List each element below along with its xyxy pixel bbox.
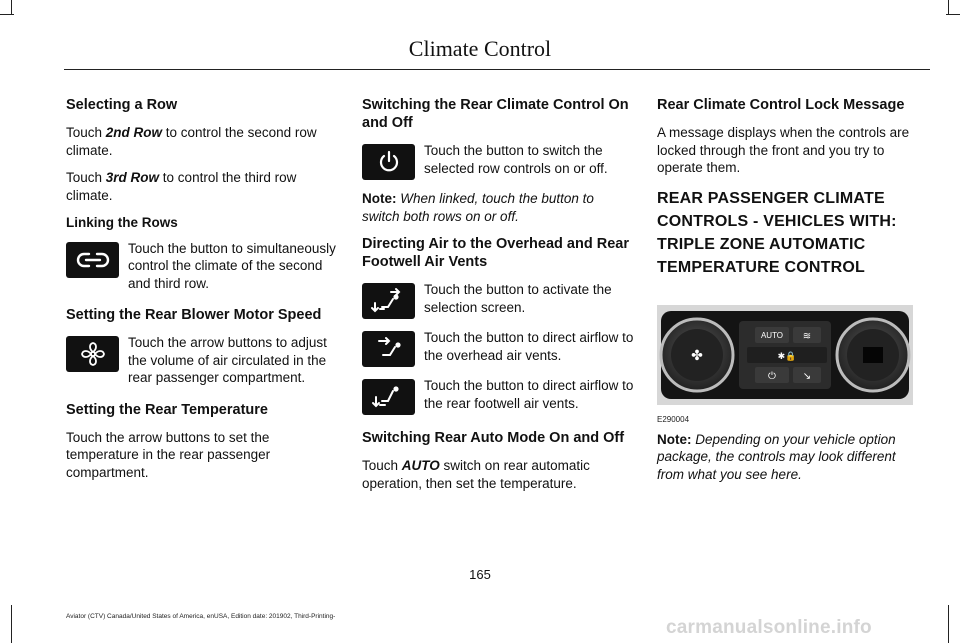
svg-text:✤: ✤ — [691, 347, 703, 364]
crop-mark — [11, 605, 12, 643]
heading-rear-temperature: Setting the Rear Temperature — [66, 401, 268, 418]
crop-mark — [0, 14, 14, 15]
heading-direct-air: Directing Air to the Overhead and Rear Footwell Air Vents — [362, 236, 629, 270]
link-instruction: Touch the button to simultaneously control the climate of the second and third row. — [66, 240, 338, 293]
footwell-instruction: Touch the button to direct airflow to the rear footwell air vents. — [362, 377, 634, 415]
section-heading-triple-zone: REAR PASSENGER CLIMATE CONTROLS - VEHICLES WITH: TRIPLE ZONE AUTOMATIC TEMPERATURE CONTROL — [657, 189, 897, 276]
selection-instruction: Touch the button to activate the selection screen. — [362, 281, 634, 319]
page-number: 165 — [469, 567, 491, 582]
heading-rear-auto: Switching Rear Auto Mode On and Off — [362, 430, 625, 446]
svg-text:≋: ≋ — [802, 330, 812, 342]
paragraph-third-row: Touch 3rd Row to control the third row climate. — [66, 170, 297, 203]
heading-selecting-row: Selecting a Row — [66, 97, 178, 113]
footer-edition-text: Aviator (CTV) Canada/United States of America, enUSA, Edition date: 201902, Third-Printing- — [66, 613, 336, 620]
paragraph-rear-auto: Touch AUTO switch on rear automatic operation, then set the temperature. — [362, 458, 590, 491]
svg-text:✱🔒: ✱🔒 — [777, 351, 797, 362]
link-icon — [66, 242, 119, 278]
header-divider — [64, 69, 930, 70]
power-instruction: Touch the button to switch the selected row controls on or off. — [362, 142, 634, 180]
rear-climate-panel-illustration — [657, 305, 913, 423]
blower-instruction: Touch the arrow buttons to adjust the volume of air circulated in the rear passenger compartment. — [66, 334, 338, 387]
seat-airflow-both-icon — [362, 283, 415, 319]
heading-linking-rows: Linking the Rows — [66, 215, 178, 230]
crop-mark — [948, 605, 949, 643]
power-icon — [362, 144, 415, 180]
paragraph-second-row: Touch 2nd Row to control the second row climate. — [66, 125, 317, 158]
column-left — [66, 96, 338, 491]
crop-mark — [11, 0, 12, 14]
column-middle — [362, 96, 634, 502]
svg-text:↘: ↘ — [802, 370, 812, 382]
note-linked-rows: Note: When linked, touch the button to switch both rows on or off. — [362, 191, 594, 224]
page-title: Climate Control — [408, 36, 552, 61]
heading-lock-message: Rear Climate Control Lock Message — [657, 97, 905, 113]
svg-text:⏻: ⏻ — [768, 370, 776, 382]
heading-blower-speed: Setting the Rear Blower Motor Speed — [66, 307, 322, 323]
watermark-text: carmanualsonline.info — [666, 617, 872, 638]
image-id-label: E290004 — [657, 415, 690, 424]
note-option-package: Note: Depending on your vehicle option package, the controls may look different from what you see here. — [657, 431, 896, 482]
rear-climate-panel-drawing — [657, 305, 913, 405]
paragraph-lock-message: A message displays when the controls are locked through the front and you try to operate them. — [657, 125, 910, 175]
svg-text:AUTO: AUTO — [760, 330, 784, 340]
crop-mark — [946, 14, 960, 15]
fan-icon — [66, 336, 119, 372]
heading-rear-on-off: Switching the Rear Climate Control On and Off — [362, 97, 629, 131]
seat-airflow-overhead-icon — [362, 331, 415, 367]
seat-airflow-footwell-icon — [362, 379, 415, 415]
overhead-instruction: Touch the button to direct airflow to the overhead air vents. — [362, 329, 634, 367]
paragraph-rear-temperature: Touch the arrow buttons to set the temperature in the rear passenger compartment. — [66, 429, 271, 480]
column-right — [657, 96, 922, 493]
crop-mark — [948, 0, 949, 14]
